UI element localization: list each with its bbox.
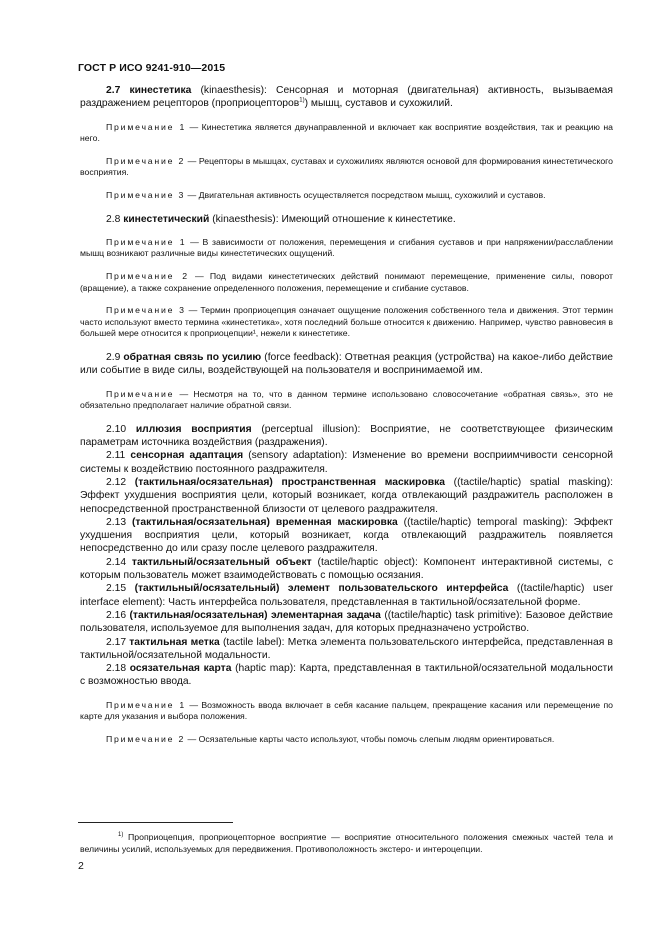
term-definition: (tactile/haptic object): Компонент интерактивной системы, с которым пользователь может взаимодействовать с помощью осязания. [80, 556, 613, 582]
term-2-18 [80, 662, 613, 689]
term-2-17 [80, 636, 613, 663]
term-definition: (kinaesthesis): Имеющий отношение к кинестетике. [209, 213, 456, 225]
note [80, 305, 613, 340]
term-2-16 [80, 609, 613, 636]
document-body [80, 84, 613, 757]
footnote-marker: 1) [118, 832, 124, 839]
note-text: — Рецепторы в мышцах, суставах и сухожилиях являются основой для формирования кинестетического восприятия. [80, 155, 613, 178]
note [80, 122, 613, 145]
note [80, 700, 613, 723]
term-title: сенсорная адаптация [130, 450, 244, 462]
note-label: Примечание 1 [106, 699, 187, 710]
note-label: Примечание 3 [106, 189, 186, 200]
note [80, 389, 613, 412]
note-label: Примечание 1 [106, 121, 187, 132]
note-label: Примечание 3 [106, 305, 186, 316]
note-label: Примечание 2 [106, 155, 186, 166]
term-number: 2.18 [106, 663, 127, 675]
term-definition: ((tactile/haptic) temporal masking): Эффект ухудшения восприятия цели, который возникает, когда отвлекающий раздражитель появляется непосредственно до или сразу после целевого раздражителя. [80, 516, 613, 555]
note-text: — Возможность ввода включает в себя касание пальцем, прекращение касания или перемещение по карте для указания и выбора положения. [80, 699, 613, 722]
note [80, 271, 613, 294]
term-definition: (kinaesthesis): Сенсорная и моторная (двигательная) активность, вызываемая раздражением рецепторов (проприоцепторов [80, 85, 613, 110]
term-definition: (perceptual illusion): Восприятие, не соответствующее физическим параметрам источника воздействия (раздражения). [80, 423, 613, 449]
term-number: 2.12 [106, 476, 127, 488]
note-text: — Двигательная активность осуществляется посредством мышц, сухожилий и суставов. [185, 189, 546, 200]
note-text: — Кинестетика является двунаправленной и включает как восприятие воздействия, так и реакцию на него. [80, 121, 613, 144]
note-label: Примечание [106, 388, 175, 399]
term-definition-end: ) мышц, суставов и сухожилий. [304, 98, 453, 110]
term-title: иллюзия восприятия [135, 423, 252, 435]
note [80, 156, 613, 179]
term-number: 2.15 [106, 583, 127, 595]
term-2-8 [80, 213, 613, 226]
term-definition: (haptic map): Карта, представленная в тактильной/осязательной модальности с возможностью ввода. [80, 663, 613, 688]
term-2-13 [80, 516, 613, 556]
note-label: Примечание 2 [106, 733, 186, 744]
term-number: 2.11 [106, 450, 126, 462]
footnote-divider [78, 822, 233, 823]
standard-header: ГОСТ Р ИСО 9241-910—2015 [78, 62, 226, 74]
term-title: (тактильная/осязательная) пространственная маскировка [134, 476, 445, 488]
term-definition: (tactile label): Метка элемента пользовательского интерфейса, представленная в тактильной/осязательной модальности. [80, 636, 613, 661]
term-title: обратная связь по усилию [123, 352, 262, 364]
term-title: (тактильная/осязательная) временная маскировка [131, 516, 398, 528]
term-definition: ((tactile/haptic) spatial masking): Эффект ухудшения восприятия цели, который возникает, когда отвлекающий раздражитель расположен в непосредственной пространственной близости от целевого раздражителя. [80, 476, 613, 515]
note [80, 734, 613, 746]
term-number: 2.17 [106, 636, 127, 648]
note-text: — Несмотря на то, что в данном термине использовано словосочетание «обратная связь», это не обязательно предполагает наличие обратной связи. [80, 388, 613, 411]
term-2-11 [80, 449, 613, 476]
footnote-ref: 1) [299, 97, 305, 104]
notes-2-18 [80, 700, 613, 746]
term-title: (тактильная/осязательная) элементарная задача [129, 609, 381, 621]
term-number: 2.7 [106, 85, 121, 96]
term-2-15 [80, 582, 613, 609]
term-definition: (force feedback): Ответная реакция (устройства) на какое-либо действие или событие в виде силы, воздействующей на пользователя и воспринимаемой им. [80, 352, 613, 377]
term-title: тактильный/осязательный объект [131, 556, 312, 568]
note-text: — Под видами кинестетических действий понимают перемещение, применение силы, поворот (вращение), а также сохранение определенного положения, перемещение и сгибание суставов. [80, 271, 613, 293]
term-number: 2.13 [106, 516, 127, 528]
footnote [80, 832, 613, 855]
term-title: кинестетический [123, 213, 210, 225]
note-text: — Осязательные карты часто используют, чтобы помочь слепым людям ориентироваться. [185, 733, 555, 744]
note [80, 190, 613, 202]
term-title: (тактильный/осязательный) элемент пользовательского интерфейса [134, 583, 509, 595]
note-text: — В зависимости от положения, перемещения и сгибания суставов и при напряжении/расслаблении мышц возникают различные виды кинестетических ощущений. [80, 236, 613, 259]
term-number: 2.16 [106, 609, 127, 621]
term-title: осязательная карта [129, 663, 232, 675]
term-number: 2.10 [106, 423, 127, 435]
note-label: Примечание 2 [106, 271, 189, 282]
term-2-7 [80, 84, 613, 111]
term-definition: (sensory adaptation): Изменение во времени восприимчивости сенсорной системы к воздействию постоянного раздражителя. [80, 450, 613, 475]
note-label: Примечание 1 [106, 236, 187, 247]
term-2-10 [80, 423, 613, 450]
term-2-14 [80, 556, 613, 583]
footnote-text: Проприоцепция, проприоцепторное восприятие — восприятие относительного положения смежных частей тела и величины усилий, используемых для передвижения. Противоположность экстеро- и интероцепции. [80, 832, 613, 854]
term-definition: ((tactile/haptic) task primitive): Базовое действие пользователя, используемое для выполнения задач, для которых предназначено устройство. [80, 609, 613, 635]
term-number: 2.8 [106, 213, 121, 225]
note [80, 237, 613, 260]
term-number: 2.14 [106, 556, 127, 568]
term-definition: ((tactile/haptic) user interface element): Часть интерфейса пользователя, представленная в тактильной/осязательной форме. [80, 583, 613, 608]
term-2-9 [80, 351, 613, 378]
page-number: 2 [78, 860, 84, 872]
term-title: тактильная метка [129, 636, 220, 648]
term-title: кинестетика [129, 85, 192, 96]
term-2-12 [80, 476, 613, 516]
term-number: 2.9 [106, 352, 121, 364]
note-text: — Термин проприоцепция означает ощущение положения собственного тела и движения. Этот термин часто используют вместо термина «кинестетика», хотя последний больше относится к движению. Например, чувство равновесия в большей мере относится к проприоцепции¹, нежели к кинестетике. [80, 305, 613, 339]
